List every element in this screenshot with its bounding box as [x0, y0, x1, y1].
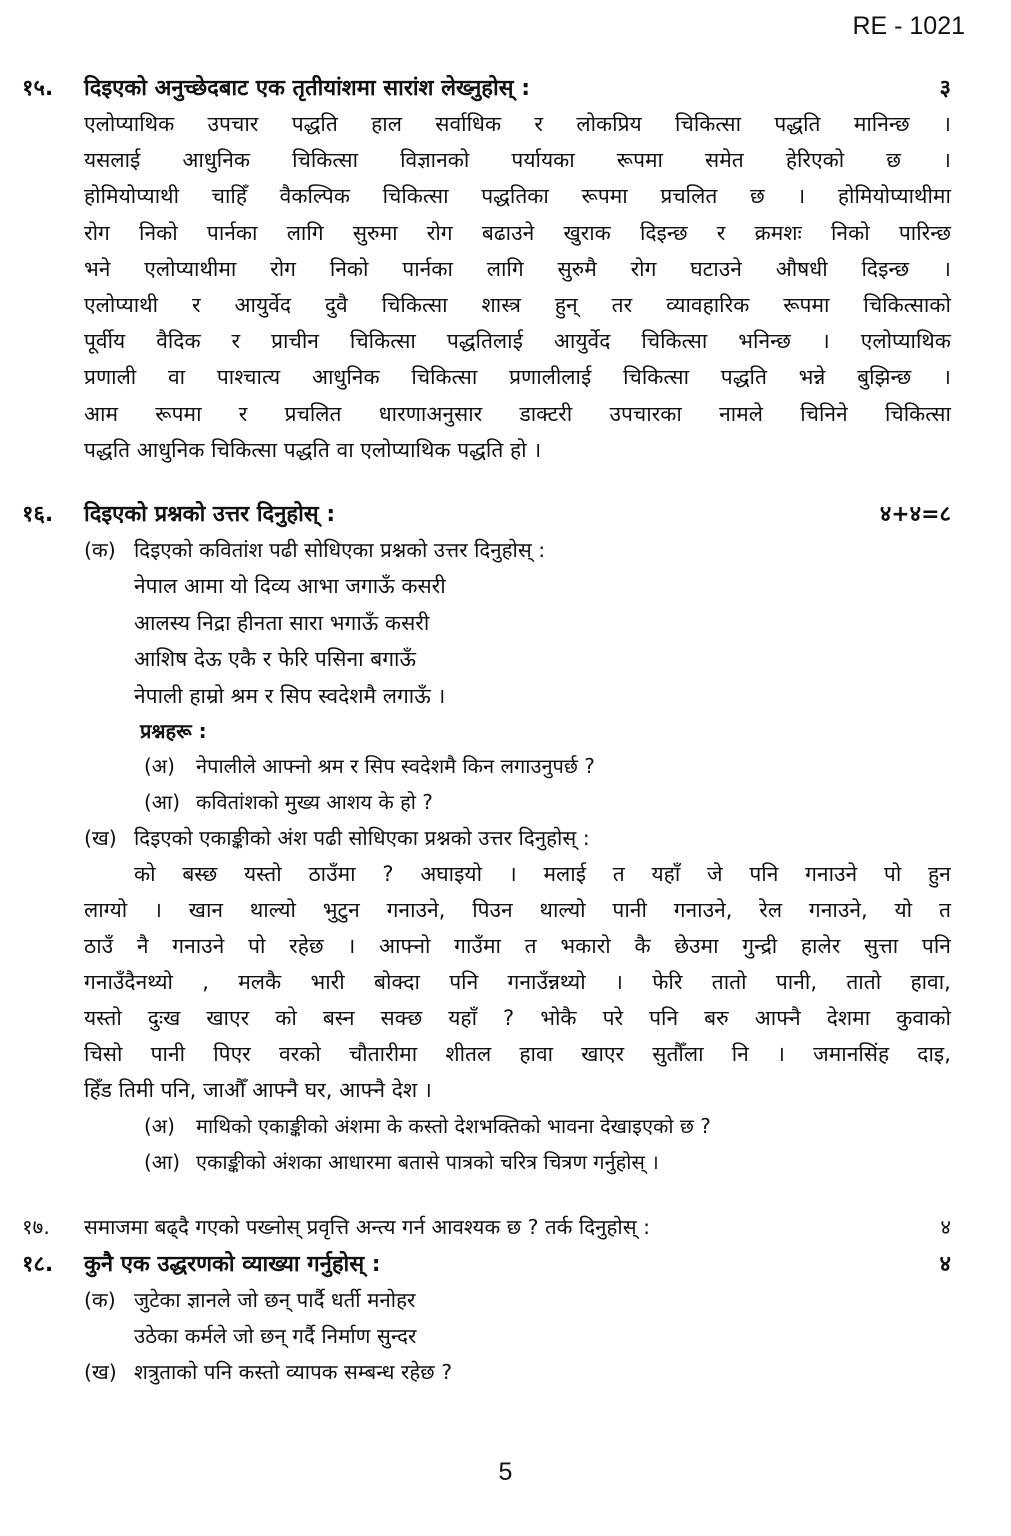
page-number: 5	[498, 1458, 513, 1486]
word: निको	[139, 220, 178, 245]
question-marks: ४	[940, 1215, 951, 1239]
part-instruction: दिइएको एकाङ्कीको अंश पढी सोधिएका प्रश्नको उत्तर दिनुहोस् :	[134, 826, 590, 850]
text-line	[84, 106, 951, 142]
play-excerpt-lines	[84, 856, 951, 1072]
word: को	[275, 1006, 297, 1030]
word: प्राचीन	[271, 329, 319, 354]
word: पानी	[150, 1042, 186, 1066]
question-number: १७.	[22, 1215, 50, 1239]
poem-line: नेपाल आमा यो दिव्य आभा जगाऊँ कसरी	[134, 574, 446, 598]
word: ।	[797, 184, 806, 209]
part-label: (क)	[84, 538, 116, 562]
word: प्रणाली	[84, 365, 137, 390]
word: आम	[84, 401, 119, 426]
word: बस्न	[322, 1006, 355, 1030]
word: गनाउने	[172, 934, 225, 958]
word: आधुनिक	[182, 148, 251, 173]
word: चाहिँ	[211, 184, 248, 209]
word: चिकित्साको	[863, 293, 951, 318]
sub-question	[144, 1144, 951, 1180]
word: पो	[883, 862, 902, 886]
part-label: (ख)	[84, 1360, 117, 1384]
word: चिकित्सा	[381, 293, 448, 318]
question-marks: ४+४=८	[879, 502, 951, 527]
word: खान	[188, 898, 224, 922]
text-line	[84, 396, 951, 432]
word: भन्ने	[798, 365, 826, 390]
passage	[84, 106, 951, 468]
word: एलोप्याथी	[84, 293, 159, 318]
question-17	[22, 1210, 951, 1244]
passage-lines	[84, 106, 951, 432]
word: हुन	[928, 862, 951, 886]
word: लाग्यो	[84, 898, 128, 922]
quote-line: जुटेका ज्ञानले जो छन् पार्दै धर्ती मनोहर	[134, 1288, 416, 1312]
sub-question-label: (अ)	[144, 1114, 175, 1138]
question-title: कुनै एक उद्धरणको व्याख्या गर्नुहोस् :	[84, 1252, 381, 1277]
exam-code: RE - 1021	[852, 12, 965, 40]
word: पद्धति	[720, 365, 767, 390]
word: ।	[614, 970, 623, 994]
word: ?	[382, 862, 394, 886]
word: होमियोप्याथीमा	[837, 184, 951, 209]
word: ।	[508, 862, 517, 886]
sub-question-text: नेपालीले आफ्नो श्रम र सिप स्वदेशमै किन लगाउनुपर्छ ?	[196, 754, 595, 778]
word: हाल	[371, 112, 402, 136]
text-line	[84, 1000, 951, 1036]
question-title: दिइएको प्रश्नको उत्तर दिनुहोस् :	[84, 502, 336, 527]
word: ।	[821, 329, 830, 354]
text-line	[84, 323, 951, 359]
word: प्रचलित	[284, 401, 342, 426]
word: हेरिएको	[785, 148, 845, 173]
word: र	[238, 401, 248, 426]
word: आफ्नै	[754, 1006, 801, 1030]
text-line	[84, 142, 951, 178]
text-line	[84, 178, 951, 214]
word: बस्छ	[182, 862, 218, 886]
poem-line: आशिष देऊ एकै र फेरि पसिना बगाऊँ	[134, 647, 416, 671]
question-marks: ४	[939, 1252, 951, 1277]
word: गनाउँदैनथ्यो	[84, 970, 173, 994]
word: पानी	[612, 898, 647, 922]
word: गनाउने,	[386, 898, 446, 922]
word: चिकित्सा	[641, 329, 708, 354]
word: यहाँ	[651, 862, 681, 886]
word: ।	[776, 1042, 785, 1066]
question-15-heading	[22, 72, 951, 106]
word: चिकित्सा	[675, 112, 742, 136]
word: हालेर	[800, 934, 841, 958]
spacer	[84, 1318, 134, 1354]
word: निको	[830, 220, 870, 245]
text-line	[84, 215, 951, 251]
word: र	[231, 329, 241, 354]
word: रूपमा	[616, 148, 663, 173]
sub-question-label: (आ)	[144, 1150, 181, 1174]
word: शीतल	[445, 1042, 492, 1066]
word: यस्तो	[243, 862, 282, 886]
poem-line: आलस्य निद्रा हीनता सारा भगाऊँ कसरी	[134, 610, 430, 635]
word: परे	[602, 1006, 624, 1030]
word: निको	[329, 256, 369, 281]
word: एलोप्याथिक	[860, 329, 951, 354]
word: ।	[942, 365, 951, 390]
word: हुन्	[554, 293, 578, 318]
word: दिइन्छ	[639, 220, 688, 245]
word: ठाउँमा	[308, 862, 356, 886]
word: चिसो	[84, 1042, 123, 1066]
word: पद्धति	[774, 112, 821, 136]
play-excerpt-line: हिँड तिमी पनि, जाऔँ आफ्नै घर, आफ्नै देश ।	[84, 1078, 432, 1102]
word: ।	[942, 112, 951, 136]
word: छ	[749, 184, 765, 209]
word: पो	[248, 934, 266, 958]
word: सुतौँला	[652, 1042, 704, 1066]
word: र	[716, 220, 726, 245]
word: नै	[136, 934, 149, 958]
word: ,	[202, 970, 209, 994]
play-excerpt	[84, 856, 951, 1108]
word: क्रमशः	[754, 220, 802, 245]
word: पिउन	[472, 898, 513, 922]
word: बरु	[704, 1006, 729, 1030]
word: विज्ञानको	[400, 148, 470, 173]
word: तर	[611, 293, 633, 318]
word: पारिन्छ	[898, 220, 951, 245]
part-label: (ख)	[84, 826, 117, 850]
word: रहेछ	[289, 934, 324, 958]
word: भुटुन	[322, 898, 360, 922]
word: जे	[707, 862, 723, 886]
word: त	[524, 934, 537, 958]
word: त	[612, 862, 625, 886]
word: प्रचलित	[660, 184, 718, 209]
text-line	[84, 251, 951, 287]
part-label: (क)	[84, 1288, 116, 1312]
questions-label: प्रश्नहरू :	[140, 719, 207, 743]
word: ठाउँ	[84, 934, 114, 958]
word: वरको	[278, 1042, 321, 1066]
word: बढाउने	[481, 220, 535, 245]
poem	[134, 568, 951, 714]
text-line	[84, 964, 951, 1000]
word: ।	[154, 898, 162, 922]
word: को	[134, 862, 156, 886]
word: पाश्चात्य	[216, 365, 281, 390]
word: बोक्दा	[374, 970, 420, 994]
word: हावा,	[910, 970, 951, 994]
word: कै	[634, 934, 651, 958]
question-title: दिइएको अनुच्छेदबाट एक तृतीयांशमा सारांश लेख्नुहोस् :	[84, 76, 531, 101]
word: दिइन्छ	[861, 256, 910, 281]
word: पद्धतिका	[481, 184, 549, 209]
part-a	[84, 1282, 951, 1318]
word: भारी	[310, 970, 345, 994]
word: दाइ,	[917, 1042, 951, 1066]
word: प्रणालीलाई	[509, 365, 592, 390]
word: र	[534, 112, 544, 136]
passage-line: पद्धति आधुनिक चिकित्सा पद्धति वा एलोप्याथिक पद्धति हो ।	[84, 437, 542, 462]
word: यसलाई	[84, 148, 141, 173]
question-text: समाजमा बढ्दै गएको पख्नोस् प्रवृत्ति अन्त्य गर्न आवश्यक छ ? तर्क दिनुहोस् :	[84, 1215, 650, 1239]
word: चिनिने	[800, 401, 848, 426]
text-line	[84, 287, 951, 323]
word: छ	[886, 148, 901, 173]
text-line	[84, 928, 951, 964]
word: पद्धति	[291, 112, 338, 136]
word: मलाई	[543, 862, 587, 886]
word: पनि	[921, 934, 951, 958]
word: चिकित्सा	[884, 401, 951, 426]
word: आयुर्वेद	[553, 329, 611, 354]
word: चिकित्सा	[292, 148, 359, 173]
word: सुरुमा	[352, 220, 398, 245]
word: कुवाको	[896, 1006, 951, 1030]
word: रूपमा	[581, 184, 628, 209]
text-line	[84, 1036, 951, 1072]
word: र	[192, 293, 201, 318]
word: यहाँ	[448, 1006, 478, 1030]
word: भकारो	[560, 934, 611, 958]
word: सुरुमै	[557, 256, 597, 281]
word: दुवै	[324, 293, 348, 318]
word: एलोप्याथीमा	[144, 256, 237, 281]
word: भनिन्छ	[738, 329, 791, 354]
word: त	[938, 898, 951, 922]
word: गनाउँन्नथ्यो	[507, 970, 586, 994]
word: खाएर	[206, 1006, 250, 1030]
word: यस्तो	[84, 1006, 122, 1030]
quote-line: शत्रुताको पनि कस्तो व्यापक सम्बन्ध रहेछ ?	[134, 1360, 453, 1384]
word: ?	[503, 1006, 515, 1030]
word: चिकित्सा	[411, 365, 478, 390]
question-number: १६.	[22, 502, 54, 527]
word: चिकित्सा	[349, 329, 416, 354]
word: पानी,	[775, 970, 818, 994]
word: पद्धतिलाई	[446, 329, 523, 354]
word: सर्वाधिक	[435, 112, 502, 136]
question-number: १५.	[22, 76, 54, 101]
word: रेल	[759, 898, 783, 922]
word: गनाउने	[805, 862, 858, 886]
word: पनि	[649, 1006, 679, 1030]
word: पनि	[749, 862, 779, 886]
sub-question-label: (आ)	[144, 790, 181, 814]
word: गनाउने,	[808, 898, 868, 922]
question-16-heading	[22, 498, 951, 532]
word: रूपमा	[783, 293, 830, 318]
word: भोकै	[540, 1006, 577, 1030]
word: नामले	[719, 401, 763, 426]
word: पूर्वीय	[84, 329, 126, 354]
sub-question	[144, 1108, 951, 1144]
word: चौतारीमा	[348, 1042, 418, 1066]
sub-question-label: (अ)	[144, 754, 175, 778]
word: गनाउने,	[673, 898, 733, 922]
text-line	[84, 892, 951, 928]
word: एलोप्याथिक	[84, 112, 175, 136]
word: ।	[347, 934, 356, 958]
part-b	[84, 1354, 951, 1390]
text-line	[84, 856, 951, 892]
word: होमियोप्याथी	[84, 184, 180, 209]
question-16	[22, 498, 951, 1180]
word: यो	[894, 898, 913, 922]
word: आधुनिक	[311, 365, 380, 390]
sub-question-text: कवितांशको मुख्य आशय के हो ?	[196, 790, 433, 814]
word: रोग	[630, 256, 657, 281]
part-a-line-2	[84, 1318, 951, 1354]
word: पनि	[449, 970, 479, 994]
word: पर्यायका	[511, 148, 575, 173]
quote-line: उठेका कर्मले जो छन् गर्दै निर्माण सुन्दर	[134, 1324, 417, 1348]
word: चिकित्सा	[623, 365, 690, 390]
poem-line: नेपाली हाम्रो श्रम र सिप स्वदेशमै लगाऊँ ।	[134, 683, 446, 708]
question-17-line	[22, 1210, 951, 1244]
word: चिकित्सा	[382, 184, 449, 209]
word: नि	[731, 1042, 749, 1066]
word: उपचार	[207, 112, 259, 136]
word: मानिन्छ	[853, 112, 910, 136]
word: थाल्यो	[249, 898, 296, 922]
word: तातो	[846, 970, 882, 994]
word: पार्नका	[402, 256, 453, 281]
word: हावा	[519, 1042, 554, 1066]
part-instruction: दिइएको कवितांश पढी सोधिएका प्रश्नको उत्तर दिनुहोस् :	[134, 538, 546, 562]
word: सुत्ता	[864, 934, 899, 958]
word: अघाइयो	[420, 862, 483, 886]
word: खुराक	[563, 220, 611, 245]
word: सक्छ	[380, 1006, 423, 1030]
word: गुन्द्री	[742, 934, 778, 958]
word: रूपमा	[155, 401, 202, 426]
question-18-heading	[22, 1248, 951, 1282]
word: दुःख	[147, 1006, 181, 1030]
word: वैकल्पिक	[279, 184, 350, 209]
word: औषधी	[775, 256, 828, 281]
word: देशमा	[826, 1006, 871, 1030]
sub-question	[144, 784, 951, 820]
word: रोग	[426, 220, 453, 245]
part-a	[84, 532, 951, 568]
word: डाक्टरी	[519, 401, 573, 426]
word: रोग	[270, 256, 296, 281]
word: शास्त्र	[481, 293, 521, 318]
word: बुझिन्छ	[857, 365, 912, 390]
word: फेरि	[652, 970, 683, 994]
word: वैदिक	[156, 329, 201, 354]
word: आफ्नो	[379, 934, 431, 958]
word: थाल्यो	[539, 898, 586, 922]
word: मलकै	[238, 970, 282, 994]
word: धारणाअनुसार	[378, 401, 483, 426]
question-15	[22, 72, 951, 468]
word: गाउँमा	[454, 934, 501, 958]
word: रोग	[84, 220, 110, 245]
word: व्यावहारिक	[666, 293, 750, 318]
word: ।	[942, 256, 951, 281]
question-number: १८.	[22, 1252, 54, 1277]
word: तातो	[711, 970, 747, 994]
sub-question	[144, 748, 951, 784]
word: खाएर	[581, 1042, 625, 1066]
word: ।	[943, 148, 951, 173]
word: लागि	[286, 220, 324, 245]
word: उपचारका	[609, 401, 682, 426]
word: भने	[84, 256, 111, 281]
word: घटाउने	[690, 256, 742, 281]
text-line	[84, 359, 951, 395]
word: समेत	[705, 148, 744, 173]
word: जमानसिंह	[813, 1042, 890, 1066]
word: वा	[168, 365, 186, 390]
question-18	[22, 1248, 951, 1390]
word: आयुर्वेद	[234, 293, 291, 318]
word: पिएर	[213, 1042, 251, 1066]
word: लागि	[486, 256, 524, 281]
word: पार्नका	[206, 220, 258, 245]
question-marks: ३	[939, 76, 951, 101]
part-b	[84, 820, 951, 856]
word: छेउमा	[674, 934, 719, 958]
word: लोकप्रिय	[576, 112, 642, 136]
sub-question-text: एकाङ्कीको अंशका आधारमा बतासे पात्रको चरित्र चित्रण गर्नुहोस् ।	[196, 1150, 659, 1174]
sub-question-text: माथिको एकाङ्कीको अंशमा के कस्तो देशभक्तिको भावना देखाइएको छ ?	[196, 1114, 711, 1138]
